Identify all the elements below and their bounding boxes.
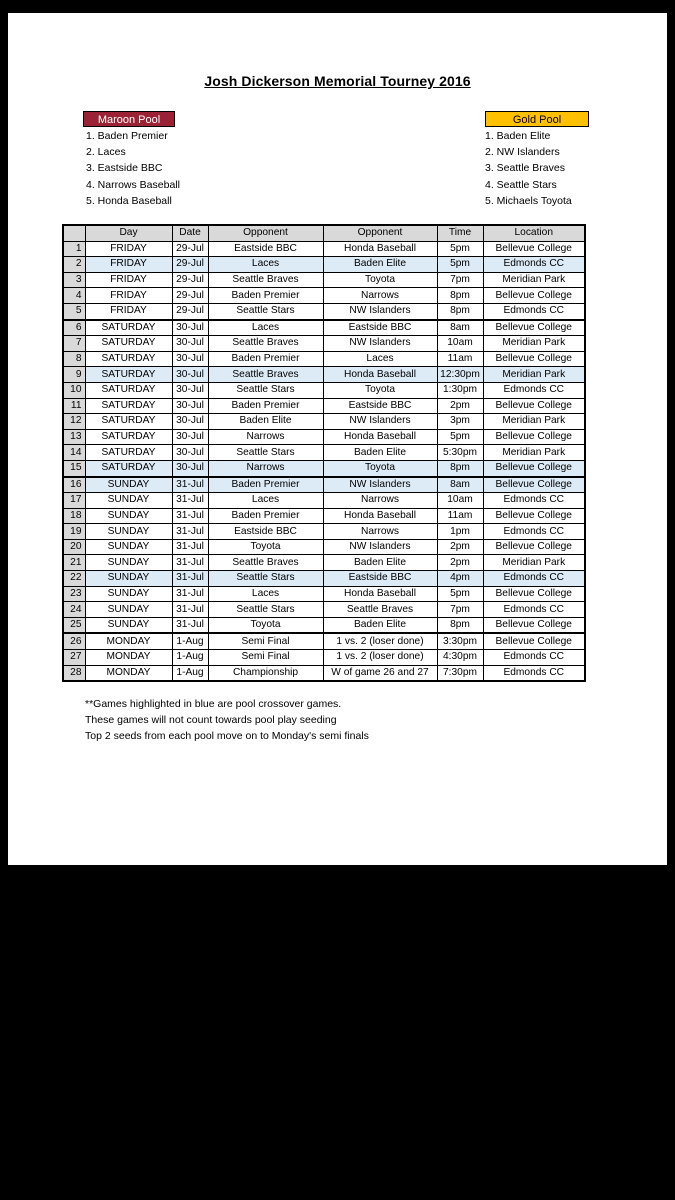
game-opponent-1: Seattle Braves: [208, 272, 323, 288]
game-location: Meridian Park: [483, 272, 585, 288]
pool-team: 1. Baden Elite: [485, 130, 551, 142]
game-number: 20: [63, 539, 85, 555]
game-location: Bellevue College: [483, 477, 585, 493]
table-row: [63, 524, 585, 540]
game-time: 2pm: [437, 398, 483, 414]
game-date: 31-Jul: [172, 477, 208, 493]
game-opponent-2: Baden Elite: [323, 257, 437, 273]
game-number: 27: [63, 650, 85, 666]
game-location: Bellevue College: [483, 460, 585, 476]
column-header-date: Date: [172, 225, 208, 241]
pool-team: 2. Laces: [86, 146, 126, 159]
game-date: 30-Jul: [172, 351, 208, 367]
note-line: These games will not count towards pool play seeding: [85, 714, 337, 726]
game-time: 8am: [437, 320, 483, 336]
game-date: 29-Jul: [172, 272, 208, 288]
game-date: 30-Jul: [172, 445, 208, 461]
game-time: 5pm: [437, 257, 483, 273]
table-row: [63, 445, 585, 461]
pool-team: 4. Narrows Baseball: [86, 178, 180, 191]
game-opponent-2: Eastside BBC: [323, 320, 437, 336]
game-opponent-1: Semi Final: [208, 650, 323, 666]
column-header-day: Day: [85, 225, 172, 241]
table-row: [63, 539, 585, 555]
game-day: SUNDAY: [85, 555, 172, 571]
game-time: 1pm: [437, 524, 483, 540]
game-opponent-1: Baden Elite: [208, 414, 323, 430]
game-opponent-2: Narrows: [323, 493, 437, 509]
game-date: 31-Jul: [172, 555, 208, 571]
game-location: Edmonds CC: [483, 602, 585, 618]
pool-team: 5. Honda Baseball: [86, 194, 172, 207]
pool-team: 3. Eastside BBC: [86, 162, 163, 175]
table-row: [63, 571, 585, 587]
game-day: SUNDAY: [85, 602, 172, 618]
game-opponent-2: Baden Elite: [323, 555, 437, 571]
game-opponent-2: Laces: [323, 351, 437, 367]
game-time: 7:30pm: [437, 665, 483, 681]
game-number: 28: [63, 665, 85, 681]
game-opponent-1: Baden Premier: [208, 288, 323, 304]
game-date: 30-Jul: [172, 382, 208, 398]
game-day: SATURDAY: [85, 414, 172, 430]
game-date: 1-Aug: [172, 633, 208, 649]
game-opponent-2: Baden Elite: [323, 617, 437, 633]
game-number: 13: [63, 429, 85, 445]
game-day: SUNDAY: [85, 477, 172, 493]
game-number: 24: [63, 602, 85, 618]
game-opponent-2: NW Islanders: [323, 539, 437, 555]
game-opponent-2: Honda Baseball: [323, 367, 437, 383]
game-opponent-2: Seattle Braves: [323, 602, 437, 618]
document-page: [8, 13, 667, 865]
game-location: Bellevue College: [483, 508, 585, 524]
game-time: 2pm: [437, 555, 483, 571]
table-row: [63, 320, 585, 336]
game-opponent-1: Baden Premier: [208, 477, 323, 493]
game-number: 12: [63, 414, 85, 430]
game-opponent-1: Baden Premier: [208, 508, 323, 524]
column-header-opponent-1: Opponent: [208, 225, 323, 241]
game-time: 8pm: [437, 288, 483, 304]
game-number: 4: [63, 288, 85, 304]
schedule-header-row: [63, 225, 585, 241]
game-opponent-1: Laces: [208, 493, 323, 509]
game-location: Bellevue College: [483, 320, 585, 336]
game-opponent-1: Eastside BBC: [208, 241, 323, 257]
table-row: [63, 382, 585, 398]
maroon-pool-list: [83, 111, 180, 209]
game-day: SUNDAY: [85, 493, 172, 509]
game-date: 31-Jul: [172, 586, 208, 602]
game-number: 9: [63, 367, 85, 383]
game-day: MONDAY: [85, 633, 172, 649]
game-location: Edmonds CC: [483, 665, 585, 681]
game-time: 2pm: [437, 539, 483, 555]
game-number: 19: [63, 524, 85, 540]
game-location: Bellevue College: [483, 429, 585, 445]
game-day: SUNDAY: [85, 617, 172, 633]
game-location: Meridian Park: [483, 555, 585, 571]
table-row: [63, 665, 585, 681]
game-date: 31-Jul: [172, 617, 208, 633]
game-time: 1:30pm: [437, 382, 483, 398]
schedule-body: [63, 241, 585, 681]
game-location: Bellevue College: [483, 633, 585, 649]
table-row: [63, 257, 585, 273]
game-location: Bellevue College: [483, 539, 585, 555]
game-location: Edmonds CC: [483, 257, 585, 273]
gold-pool-teams: [483, 128, 589, 209]
game-number: 6: [63, 320, 85, 336]
game-opponent-1: Narrows: [208, 460, 323, 476]
gold-pool-header: Gold Pool: [485, 111, 589, 127]
game-day: SATURDAY: [85, 367, 172, 383]
column-header-opponent-2: Opponent: [323, 225, 437, 241]
game-opponent-1: Laces: [208, 320, 323, 336]
game-opponent-2: NW Islanders: [323, 336, 437, 352]
column-header-location: Location: [483, 225, 585, 241]
game-date: 29-Jul: [172, 288, 208, 304]
game-opponent-1: Laces: [208, 586, 323, 602]
game-number: 16: [63, 477, 85, 493]
game-date: 30-Jul: [172, 414, 208, 430]
game-opponent-2: Baden Elite: [323, 445, 437, 461]
game-date: 1-Aug: [172, 665, 208, 681]
game-opponent-2: Narrows: [323, 524, 437, 540]
game-date: 30-Jul: [172, 429, 208, 445]
game-number: 2: [63, 257, 85, 273]
game-date: 31-Jul: [172, 524, 208, 540]
game-opponent-1: Laces: [208, 257, 323, 273]
game-date: 30-Jul: [172, 320, 208, 336]
game-opponent-1: Seattle Stars: [208, 602, 323, 618]
game-time: 10am: [437, 336, 483, 352]
game-location: Edmonds CC: [483, 303, 585, 319]
game-time: 7pm: [437, 602, 483, 618]
game-opponent-2: Honda Baseball: [323, 429, 437, 445]
game-date: 31-Jul: [172, 539, 208, 555]
game-time: 8pm: [437, 460, 483, 476]
game-day: SUNDAY: [85, 539, 172, 555]
game-opponent-2: Toyota: [323, 460, 437, 476]
game-number: 23: [63, 586, 85, 602]
table-row: [63, 477, 585, 493]
table-row: [63, 414, 585, 430]
table-row: [63, 272, 585, 288]
game-number: 7: [63, 336, 85, 352]
game-opponent-2: 1 vs. 2 (loser done): [323, 650, 437, 666]
game-location: Meridian Park: [483, 414, 585, 430]
game-day: FRIDAY: [85, 272, 172, 288]
game-date: 31-Jul: [172, 508, 208, 524]
game-location: Edmonds CC: [483, 524, 585, 540]
column-header-num: [63, 225, 85, 241]
game-opponent-1: Seattle Stars: [208, 571, 323, 587]
note-line: Top 2 seeds from each pool move on to Monday's semi finals: [85, 730, 369, 742]
game-location: Edmonds CC: [483, 571, 585, 587]
game-day: FRIDAY: [85, 241, 172, 257]
game-location: Bellevue College: [483, 351, 585, 367]
game-location: Edmonds CC: [483, 493, 585, 509]
game-day: SUNDAY: [85, 586, 172, 602]
game-opponent-1: Toyota: [208, 539, 323, 555]
maroon-pool-teams: [83, 128, 180, 209]
game-opponent-2: 1 vs. 2 (loser done): [323, 633, 437, 649]
table-row: [63, 617, 585, 633]
game-opponent-1: Seattle Stars: [208, 382, 323, 398]
game-time: 8am: [437, 477, 483, 493]
pool-team: 2. NW Islanders: [485, 146, 560, 159]
game-day: SATURDAY: [85, 445, 172, 461]
table-row: [63, 633, 585, 649]
game-location: Meridian Park: [483, 367, 585, 383]
game-location: Bellevue College: [483, 617, 585, 633]
game-day: MONDAY: [85, 650, 172, 666]
game-day: SUNDAY: [85, 571, 172, 587]
game-number: 25: [63, 617, 85, 633]
game-location: Meridian Park: [483, 445, 585, 461]
game-opponent-1: Baden Premier: [208, 398, 323, 414]
column-header-time: Time: [437, 225, 483, 241]
game-opponent-2: Eastside BBC: [323, 398, 437, 414]
game-day: SUNDAY: [85, 508, 172, 524]
game-time: 4:30pm: [437, 650, 483, 666]
game-opponent-1: Semi Final: [208, 633, 323, 649]
game-opponent-1: Toyota: [208, 617, 323, 633]
game-time: 10am: [437, 493, 483, 509]
game-opponent-2: Narrows: [323, 288, 437, 304]
game-date: 30-Jul: [172, 367, 208, 383]
game-date: 1-Aug: [172, 650, 208, 666]
pool-team: 5. Michaels Toyota: [485, 194, 572, 207]
game-opponent-1: Seattle Braves: [208, 555, 323, 571]
table-row: [63, 650, 585, 666]
notes: [85, 696, 369, 744]
game-date: 31-Jul: [172, 602, 208, 618]
gold-pool-list: [483, 111, 589, 209]
game-opponent-2: NW Islanders: [323, 477, 437, 493]
game-date: 30-Jul: [172, 336, 208, 352]
game-opponent-2: Honda Baseball: [323, 586, 437, 602]
pool-team: 4. Seattle Stars: [485, 178, 557, 191]
note-line: **Games highlighted in blue are pool crossover games.: [85, 698, 342, 710]
table-row: [63, 367, 585, 383]
game-opponent-2: Honda Baseball: [323, 508, 437, 524]
table-row: [63, 508, 585, 524]
table-row: [63, 303, 585, 319]
game-time: 3:30pm: [437, 633, 483, 649]
game-date: 31-Jul: [172, 571, 208, 587]
game-date: 30-Jul: [172, 460, 208, 476]
table-row: [63, 602, 585, 618]
game-day: FRIDAY: [85, 257, 172, 273]
game-number: 8: [63, 351, 85, 367]
game-opponent-2: Honda Baseball: [323, 241, 437, 257]
game-time: 7pm: [437, 272, 483, 288]
game-location: Bellevue College: [483, 241, 585, 257]
game-time: 11am: [437, 508, 483, 524]
game-location: Bellevue College: [483, 288, 585, 304]
game-number: 15: [63, 460, 85, 476]
game-opponent-2: NW Islanders: [323, 414, 437, 430]
game-time: 12:30pm: [437, 367, 483, 383]
game-date: 31-Jul: [172, 493, 208, 509]
game-number: 11: [63, 398, 85, 414]
game-time: 5pm: [437, 586, 483, 602]
game-day: SATURDAY: [85, 460, 172, 476]
game-opponent-1: Championship: [208, 665, 323, 681]
game-opponent-1: Baden Premier: [208, 351, 323, 367]
table-row: [63, 460, 585, 476]
page-title: Josh Dickerson Memorial Tourney 2016: [204, 73, 471, 89]
game-opponent-1: Seattle Braves: [208, 336, 323, 352]
game-date: 29-Jul: [172, 241, 208, 257]
game-location: Bellevue College: [483, 398, 585, 414]
game-day: FRIDAY: [85, 288, 172, 304]
game-location: Edmonds CC: [483, 382, 585, 398]
pool-team: 1. Baden Premier: [86, 130, 168, 142]
schedule-table: [62, 224, 586, 682]
game-day: SATURDAY: [85, 351, 172, 367]
game-number: 14: [63, 445, 85, 461]
game-opponent-2: NW Islanders: [323, 303, 437, 319]
game-number: 3: [63, 272, 85, 288]
game-opponent-2: Toyota: [323, 382, 437, 398]
game-day: SUNDAY: [85, 524, 172, 540]
game-number: 18: [63, 508, 85, 524]
game-date: 29-Jul: [172, 303, 208, 319]
game-time: 8pm: [437, 617, 483, 633]
game-day: SATURDAY: [85, 398, 172, 414]
game-time: 3pm: [437, 414, 483, 430]
table-row: [63, 351, 585, 367]
game-number: 26: [63, 633, 85, 649]
game-location: Bellevue College: [483, 586, 585, 602]
game-opponent-2: W of game 26 and 27: [323, 665, 437, 681]
game-date: 29-Jul: [172, 257, 208, 273]
game-date: 30-Jul: [172, 398, 208, 414]
table-row: [63, 336, 585, 352]
table-row: [63, 555, 585, 571]
game-location: Meridian Park: [483, 336, 585, 352]
game-number: 5: [63, 303, 85, 319]
game-number: 1: [63, 241, 85, 257]
game-day: SATURDAY: [85, 429, 172, 445]
table-row: [63, 493, 585, 509]
game-day: SATURDAY: [85, 336, 172, 352]
game-location: Edmonds CC: [483, 650, 585, 666]
game-number: 10: [63, 382, 85, 398]
game-opponent-1: Seattle Braves: [208, 367, 323, 383]
table-row: [63, 398, 585, 414]
game-number: 17: [63, 493, 85, 509]
game-day: MONDAY: [85, 665, 172, 681]
game-number: 21: [63, 555, 85, 571]
table-row: [63, 586, 585, 602]
game-opponent-1: Seattle Stars: [208, 303, 323, 319]
game-opponent-1: Eastside BBC: [208, 524, 323, 540]
game-time: 5pm: [437, 429, 483, 445]
game-time: 4pm: [437, 571, 483, 587]
pool-team: 3. Seattle Braves: [485, 162, 565, 175]
game-time: 11am: [437, 351, 483, 367]
game-opponent-2: Toyota: [323, 272, 437, 288]
table-row: [63, 288, 585, 304]
game-day: SATURDAY: [85, 320, 172, 336]
game-opponent-1: Narrows: [208, 429, 323, 445]
game-day: SATURDAY: [85, 382, 172, 398]
game-opponent-2: Eastside BBC: [323, 571, 437, 587]
maroon-pool-header: Maroon Pool: [83, 111, 175, 127]
game-day: FRIDAY: [85, 303, 172, 319]
game-number: 22: [63, 571, 85, 587]
game-time: 8pm: [437, 303, 483, 319]
game-time: 5pm: [437, 241, 483, 257]
game-time: 5:30pm: [437, 445, 483, 461]
game-opponent-1: Seattle Stars: [208, 445, 323, 461]
table-row: [63, 241, 585, 257]
table-row: [63, 429, 585, 445]
